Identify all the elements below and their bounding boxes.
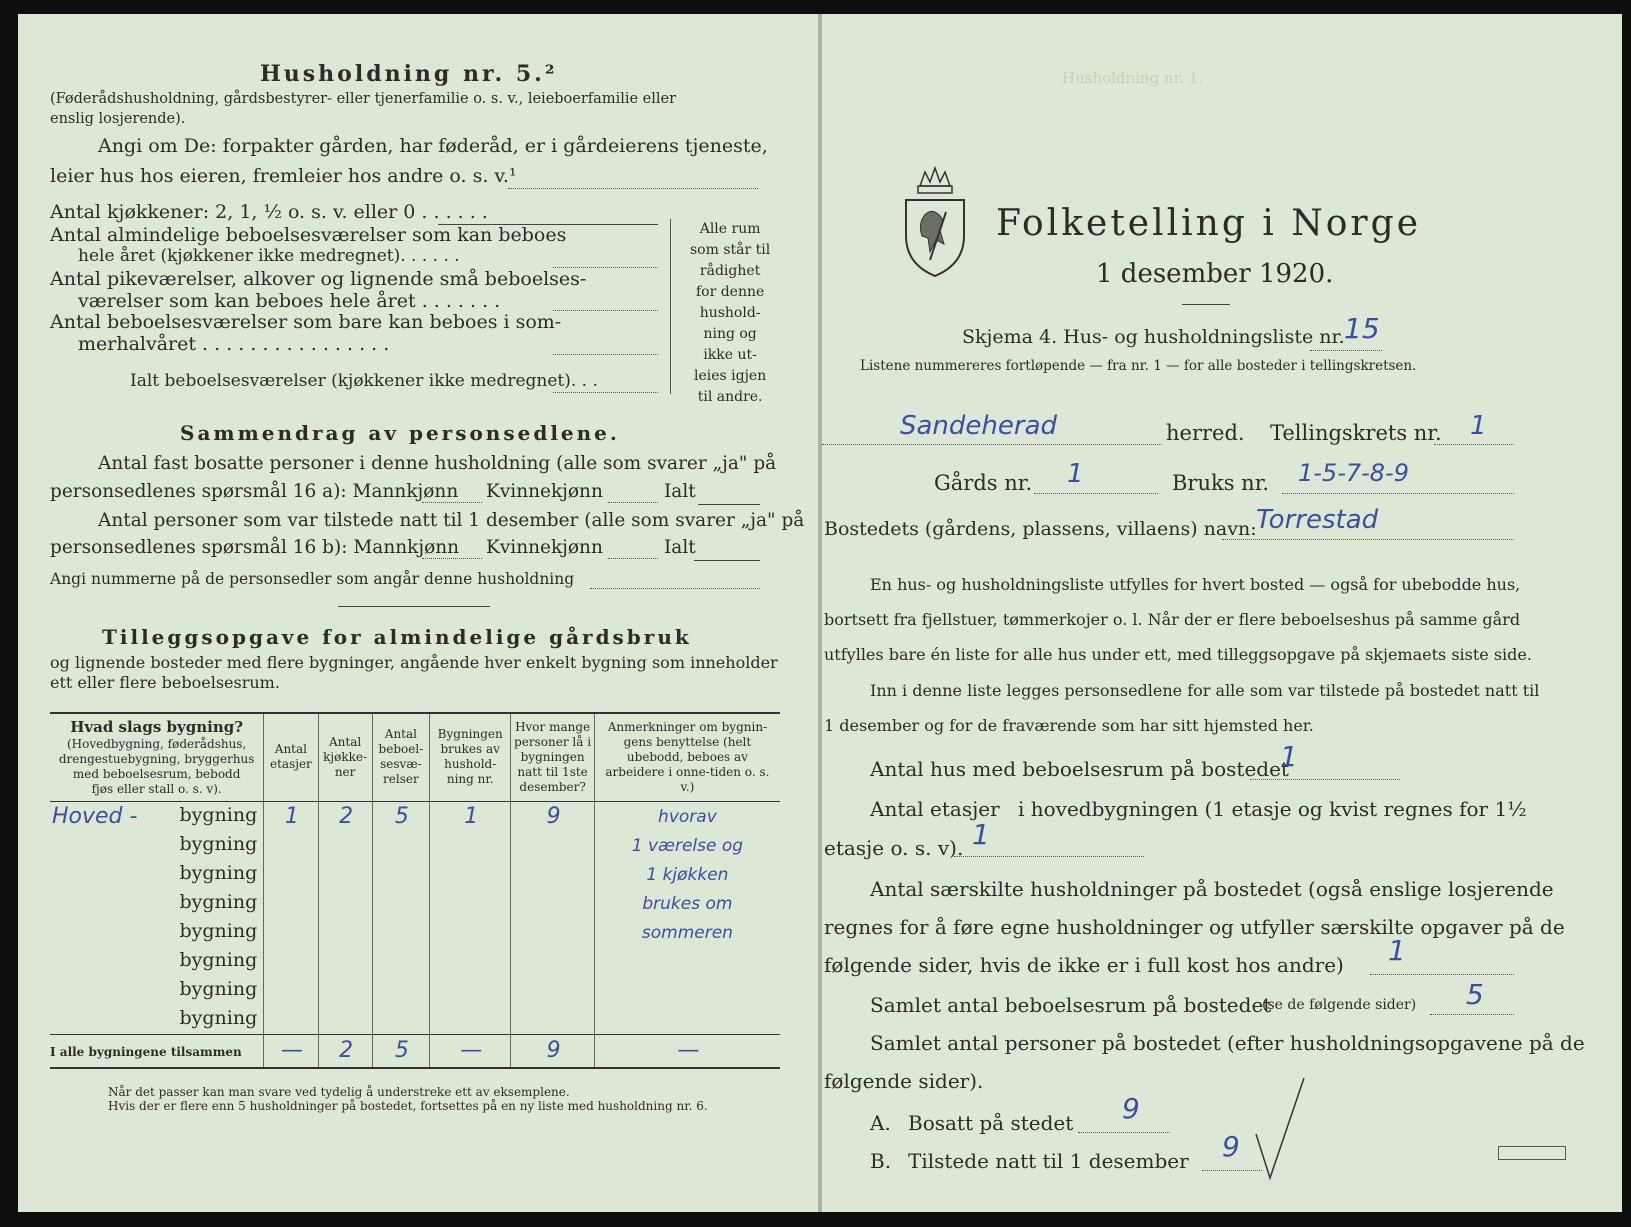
household-cell [430, 801, 511, 831]
kitchens-cell [318, 947, 372, 976]
numbering-note: Listene nummereres fortløpende — fra nr. 1 — for alle bosteder i tellingskretsen. [860, 358, 1417, 374]
floors-cell [264, 976, 318, 1005]
persons-cell [511, 947, 594, 976]
krets-value: 1 [1470, 411, 1487, 441]
total-vaerelser: 5 [372, 1034, 429, 1068]
floors-value [290, 920, 292, 945]
floors-cell [264, 801, 318, 831]
kitchens-value [344, 949, 346, 974]
remark-cell [594, 947, 780, 976]
a-text: Bosatt på stedet [908, 1111, 1074, 1135]
rooms-cell [372, 976, 429, 1005]
building-type-cell [50, 976, 264, 1005]
summary-line-2: personsedlenes spørsmål 16 a): Mannkjønn [50, 481, 459, 502]
persons-cell [511, 976, 594, 1005]
persons-value [552, 920, 554, 945]
rooms-ordinary-1: Antal almindelige beboelsesværelser som kan beboes [50, 224, 567, 246]
kitchens-value [344, 891, 346, 916]
rooms-cell [372, 831, 429, 860]
row-label: bygning [179, 890, 258, 913]
floors-value [290, 833, 292, 858]
q-houses: Antal hus med beboelsesrum på bostedet [870, 757, 1289, 781]
bosted-value: Torrestad [1256, 505, 1379, 535]
right-page: Husholdning nr. 1. Folketelling i Norge 1 desember 1920. Skjema 4. Hus- og husholdningsliste nr. 15 Listene nummereres fortløpende — fra nr. 1 — for alle bosteder i tellingskretsen. Sandeherad herred. Tellingskrets nr. 1 Gårds nr. 1 Bruks nr. 1-5-7-8-9 Bostedets (gårdens, plassens, villaens) navn: Torrestad En hus- og husholdningsliste utfylles for hvert bosted — også for ubebodde hus, bortsett fra fjellstuer, tømmerkojer o. l. Når der er flere beboelseshus på samme gård utfylles bare én liste for alle hus under ett, med tilleggsopgave på skjemaets siste side. Inn i denne liste legges personsedlene for alle som var tilstede på bostedet natt til 1 desember og for de fraværende som har sitt hjemsted her. Antal hus med beboelsesrum på bostedet 1 Antal etasjer i hovedbygningen (1 etasje og kvist regnes for 1½ etasje o. s. v). 1 Antal særskilte husholdninger på bostedet (også enslige losjerende regnes for å føre egne husholdninger og utfyller særskilte opgaver på de følgende sider, hvis de ikke er i full kost hos andre) 1 Samlet antal beboelsesrum på bostedet (se de følgende sider) 5 Samlet antal personer på bostedet (efter husholdningsopgavene på de følgende sider). A. Bosatt på stedet 9 B. Tilstede natt til 1 desember 9 [822, 14, 1622, 1212]
row-label: bygning [179, 948, 258, 971]
kitchens-value [344, 1007, 346, 1032]
q-households-3: følgende sider, hvis de ikke er i full kost hos andre) [824, 953, 1344, 977]
table-header-row [50, 713, 780, 801]
a-value: 9 [1122, 1092, 1140, 1125]
footnote-1: Når det passer kan man svare ved tydelig å understreke ett av eksemplene. [108, 1085, 570, 1099]
row-label: bygning [179, 919, 258, 942]
floors-value [290, 891, 292, 916]
rooms-cell [372, 947, 429, 976]
building-type-cell [50, 889, 264, 918]
table-row [50, 860, 780, 889]
household-cell [430, 860, 511, 889]
summary-title: Sammendrag av personsedlene. [180, 421, 620, 445]
header-remarks: Anmerkninger om bygnin-gens benyttelse (helt ubebodd, beboes av arbeidere i onne-tiden o. s. v.) [594, 713, 780, 801]
summary-ialt-b: Ialt [664, 537, 696, 558]
instruction-1: En hus- og husholdningsliste utfylles for hvert bosted — også for ubebodde hus, [870, 575, 1521, 594]
rooms-small-2: værelser som kan beboes hele året . . . . . . . [78, 290, 501, 312]
bruks-label: Bruks nr. [1172, 471, 1270, 495]
household-cell [430, 976, 511, 1005]
rooms-value: 5 [394, 803, 409, 829]
table-row [50, 1005, 780, 1035]
building-table [50, 712, 780, 1069]
remark-cell [594, 1005, 780, 1035]
kitchens-value [344, 862, 346, 887]
summary-line-4: personsedlenes spørsmål 16 b): Mannkjønn [50, 537, 460, 558]
household-cell [430, 889, 511, 918]
building-type-cell [50, 1005, 264, 1035]
floors-cell [264, 860, 318, 889]
kitchens-value [344, 833, 346, 858]
persons-value [552, 978, 554, 1003]
building-type-cell [50, 947, 264, 976]
floors-cell [264, 889, 318, 918]
household-cell [430, 918, 511, 947]
q-households-value: 1 [1388, 934, 1406, 967]
rooms-value [400, 891, 402, 916]
persons-value [552, 833, 554, 858]
schema-label: Skjema 4. Hus- og husholdningsliste nr. [962, 326, 1345, 348]
rooms-value [400, 1007, 402, 1032]
table-row [50, 976, 780, 1005]
floors-cell [264, 947, 318, 976]
building-type-cell [50, 831, 264, 860]
household-value [469, 862, 471, 887]
table-total-row [50, 1034, 780, 1068]
total-kjokkener: 2 [318, 1034, 372, 1068]
kitchens-cell [318, 1005, 372, 1035]
supplement-text-1: og lignende bosteder med flere bygninger, angående hver enkelt bygning som inneholder [50, 653, 778, 672]
household-value [469, 833, 471, 858]
household-cell [430, 947, 511, 976]
schema-value: 15 [1344, 312, 1380, 345]
supplement-text-2: ett eller flere beboelsesrum. [50, 673, 280, 692]
q-floors-3: etasje o. s. v). [824, 836, 964, 860]
summary-kvinne-a: Kvinnekjønn [486, 481, 603, 502]
q-households-1: Antal særskilte husholdninger på bostedet (også enslige losjerende [870, 877, 1554, 901]
summary-ialt-a: Ialt [664, 481, 696, 502]
krets-label: Tellingskrets nr. [1270, 421, 1442, 445]
household-cell [430, 831, 511, 860]
floors-value [290, 862, 292, 887]
instruction-3: utfylles bare én liste for alle hus under ett, med tilleggsopgave på skjemaets siste side. [824, 645, 1532, 664]
household-value: 1 [464, 803, 479, 829]
remark-value: hvorav [658, 806, 717, 827]
household-value [469, 920, 471, 945]
gards-label: Gårds nr. [934, 471, 1033, 495]
rooms-cell [372, 918, 429, 947]
form-date: 1 desember 1920. [1096, 259, 1334, 289]
table-row [50, 918, 780, 947]
row-label: bygning [179, 861, 258, 884]
remark-cell [594, 831, 780, 860]
q-floors-value: 1 [972, 818, 990, 851]
b-text: Tilstede natt til 1 desember [908, 1149, 1189, 1173]
kitchens-cell [318, 976, 372, 1005]
q-persons-1: Samlet antal personer på bostedet (efter husholdningsopgavene på de [870, 1031, 1585, 1055]
kitchens-cell [318, 860, 372, 889]
row-label: bygning [179, 1006, 258, 1029]
kitchens-cell [318, 918, 372, 947]
floors-cell [264, 1005, 318, 1035]
rooms-value [400, 949, 402, 974]
floors-value [290, 949, 292, 974]
building-type-cell [50, 801, 264, 831]
summary-line-3: Antal personer som var tilstede natt til 1 desember (alle som svarer „ja" på [98, 510, 805, 531]
rooms-value [400, 833, 402, 858]
q-rooms-value: 5 [1466, 978, 1484, 1011]
bosted-label: Bostedets (gårdens, plassens, villaens) navn: [824, 518, 1257, 540]
header-building-type: Hvad slags bygning? (Hovedbygning, føderådshus, drengestuebygning, bryggerhus med beboelsesrum, bebodd fjøs eller stall o. s. v). [50, 713, 264, 801]
instruction-4: Inn i denne liste legges personsedlene for alle som var tilstede på bostedet natt til [870, 681, 1540, 700]
table-row [50, 801, 780, 831]
printer-stamp [1498, 1146, 1566, 1160]
total-personer: 9 [511, 1034, 594, 1068]
q-rooms-small: (se de følgende sider) [1262, 997, 1417, 1013]
summary-line-1: Antal fast bosatte personer i denne husholdning (alle som svarer „ja" på [98, 453, 777, 474]
intro-line-2: enslig losjerende). [50, 111, 186, 127]
rooms-cell [372, 860, 429, 889]
q-floors-1: Antal etasjer [870, 797, 1000, 821]
rooms-ordinary-2: hele året (kjøkkener ikke medregnet). . . . . . [78, 246, 460, 266]
household-title: Husholdning nr. 5.² [260, 61, 558, 87]
rooms-summer-1: Antal beboelsesværelser som bare kan beboes i som- [50, 311, 562, 333]
kitchens-value [344, 920, 346, 945]
intro-line-4: leier hus hos eieren, fremleier hos andre o. s. v.¹ [50, 165, 517, 187]
total-etasjer: — [264, 1034, 318, 1068]
q-houses-value: 1 [1280, 740, 1298, 773]
q-floors-2: i hovedbygningen (1 etasje og kvist regnes for 1½ [1018, 797, 1527, 821]
instruction-2: bortsett fra fjellstuer, tømmerkojer o. l. Når der er flere beboelseshus på samme gård [824, 610, 1521, 629]
rooms-value [400, 862, 402, 887]
b-value: 9 [1222, 1130, 1240, 1163]
rooms-cell [372, 1005, 429, 1035]
persons-value [552, 1007, 554, 1032]
kitchens-cell [318, 801, 372, 831]
form-title: Folketelling i Norge [996, 203, 1421, 244]
summary-kvinne-b: Kvinnekjønn [486, 537, 603, 558]
building-type-value [50, 949, 52, 974]
supplement-title: Tilleggsopgave for almindelige gårdsbruk [102, 625, 692, 649]
remark-cell [594, 889, 780, 918]
remark-cell [594, 976, 780, 1005]
persons-value [552, 949, 554, 974]
total-husholdning: — [430, 1034, 511, 1068]
intro-line-1: (Føderådshusholdning, gårdsbestyrer- eller tjenerfamilie o. s. v., leieboerfamilie eller [50, 91, 677, 107]
header-household-nr: Bygningen brukes av hushold-ning nr. [430, 713, 511, 801]
herred-label: herred. [1166, 421, 1245, 445]
rooms-summer-2: merhalvåret . . . . . . . . . . . . . . . . [78, 333, 390, 355]
persons-value [552, 891, 554, 916]
gards-value: 1 [1067, 459, 1084, 489]
floors-cell [264, 831, 318, 860]
total-remark: — [594, 1034, 780, 1068]
coat-of-arms-icon [900, 164, 970, 284]
rooms-cell [372, 889, 429, 918]
row-label: bygning [179, 977, 258, 1000]
floors-cell [264, 918, 318, 947]
remark-value: 1 kjøkken [646, 864, 729, 885]
side-note: Alle rum som står til rådighet for denne hushold- ning og ikke ut- leies igjen til andre. [690, 221, 771, 405]
total-label: I alle bygningene tilsammen [50, 1034, 264, 1068]
persons-cell [511, 801, 594, 831]
building-type-cell [50, 918, 264, 947]
header-floors: Antal etasjer [264, 713, 318, 801]
household-value [469, 891, 471, 916]
remark-value: 1 værelse og [631, 835, 744, 856]
rooms-value [400, 978, 402, 1003]
building-type-value [50, 833, 52, 858]
kitchens-value [344, 978, 346, 1003]
header-rooms: Antal beboel-sesvæ-relser [372, 713, 429, 801]
rooms-value [400, 920, 402, 945]
persons-cell [511, 831, 594, 860]
header-persons: Hvor mange personer lå i bygningen natt til 1ste desember? [511, 713, 594, 801]
persons-cell [511, 918, 594, 947]
checkmark-icon [1252, 1074, 1312, 1184]
table-row [50, 889, 780, 918]
kitchens-cell [318, 831, 372, 860]
intro-line-3: Angi om De: forpakter gården, har føderåd, er i gårdeierens tjeneste, [98, 135, 768, 157]
q-households-2: regnes for å føre egne husholdninger og utfyller særskilte opgaver på de [824, 915, 1565, 939]
building-type-value [50, 862, 52, 887]
remark-cell [594, 860, 780, 889]
floors-value: 1 [284, 803, 299, 829]
persons-cell [511, 1005, 594, 1035]
building-type-value [50, 978, 52, 1003]
remark-cell [594, 801, 780, 831]
household-value [469, 978, 471, 1003]
remark-value: sommeren [641, 922, 733, 943]
building-type-value [50, 920, 52, 945]
a-label: A. [870, 1111, 891, 1135]
q-persons-2: følgende sider). [824, 1069, 984, 1093]
persons-cell [511, 889, 594, 918]
bruks-value: 1-5-7-8-9 [1298, 459, 1409, 487]
persons-value [552, 862, 554, 887]
table-row [50, 831, 780, 860]
footnote-2: Hvis der er flere enn 5 husholdninger på bostedet, fortsettes på en ny liste med husholdning nr. 6. [108, 1099, 708, 1113]
building-type-value [50, 891, 52, 916]
building-type-cell [50, 860, 264, 889]
kitchens-value: 2 [339, 803, 354, 829]
summary-line-5: Angi nummerne på de personsedler som angår denne husholdning [50, 570, 575, 588]
row-label: bygning [179, 832, 258, 855]
herred-value: Sandeherad [900, 411, 1058, 441]
remark-cell [594, 918, 780, 947]
building-type-value: Hoved - [52, 803, 138, 829]
remark-value: brukes om [642, 893, 733, 914]
household-value [469, 1007, 471, 1032]
household-value [469, 949, 471, 974]
household-cell [430, 1005, 511, 1035]
building-type-value [50, 1007, 52, 1032]
rooms-small-1: Antal pikeværelser, alkover og lignende små beboelses- [50, 268, 587, 290]
header-kitchens: Antal kjøkke-ner [318, 713, 372, 801]
persons-value: 9 [546, 803, 561, 829]
kitchens-cell [318, 889, 372, 918]
row-label: bygning [179, 803, 258, 826]
rooms-cell [372, 801, 429, 831]
q-rooms: Samlet antal beboelsesrum på bostedet [870, 993, 1272, 1017]
left-page [18, 14, 818, 1212]
rooms-brace [670, 219, 681, 394]
b-label: B. [870, 1149, 892, 1173]
instruction-5: 1 desember og for de fraværende som har sitt hjemsted her. [824, 716, 1314, 735]
floors-value [290, 978, 292, 1003]
rooms-total: Ialt beboelsesværelser (kjøkkener ikke medregnet). . . [130, 371, 598, 391]
table-row [50, 947, 780, 976]
persons-cell [511, 860, 594, 889]
floors-value [290, 1007, 292, 1032]
rooms-kitchens: Antal kjøkkener: 2, 1, ½ o. s. v. eller 0 . . . . . . [50, 201, 488, 223]
